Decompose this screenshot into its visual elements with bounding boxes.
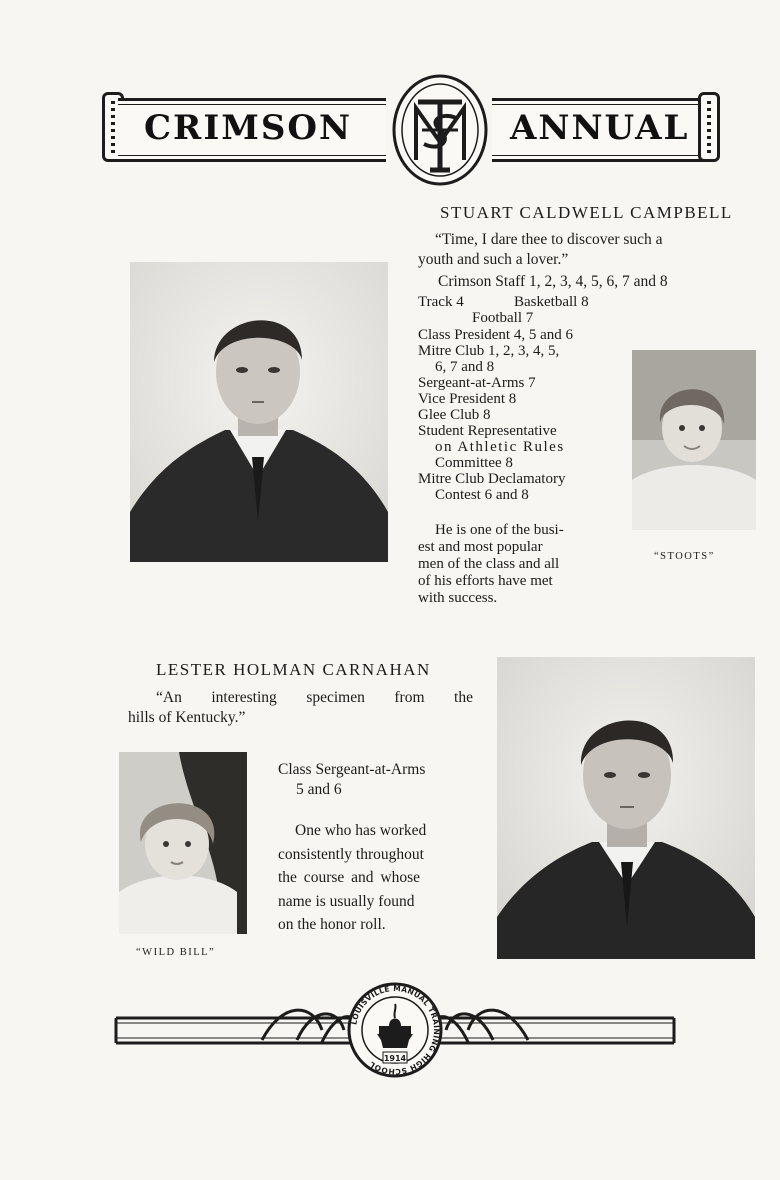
student-name-heading: LESTER HOLMAN CARNAHAN — [156, 660, 431, 679]
activity-line: Committee 8 — [435, 455, 513, 471]
activity-list — [418, 327, 573, 503]
bio-line: with success. — [418, 590, 498, 606]
student-quote — [418, 230, 762, 270]
bio-line: consistently throughout — [278, 845, 424, 863]
activity-line: Football 7 — [472, 310, 534, 326]
activity-line: Basketball 8 — [514, 294, 589, 310]
activity-line: Student Representative — [418, 423, 557, 439]
photo-caption-nickname: “STOOTS” — [654, 551, 715, 562]
mths-monogram-icon — [390, 72, 490, 188]
bio-line: He is one of the busi- — [435, 522, 564, 538]
childhood-photo — [632, 350, 756, 530]
activity-line: Crimson Staff 1, 2, 3, 4, 5, 6, 7 and 8 — [438, 273, 668, 290]
activity-line: on Athletic Rules — [435, 439, 565, 455]
activity-line: 6, 7 and 8 — [435, 359, 495, 375]
activity-line: 5 and 6 — [296, 781, 342, 798]
student-name-heading: STUART CALDWELL CAMPBELL — [440, 203, 733, 222]
quote-line: “An interesting specimen from the — [156, 689, 473, 706]
senior-portrait-photo — [130, 262, 388, 562]
student-bio — [278, 819, 426, 937]
bio-line: the course and whose — [278, 869, 420, 886]
bio-line: est and most popular — [418, 539, 543, 555]
page-header-banner — [100, 70, 720, 190]
activity-list — [278, 760, 425, 800]
bio-line: One who has worked — [295, 822, 427, 839]
activity-line: Sergeant-at-Arms 7 — [418, 375, 536, 391]
activity-line: Class Sergeant-at-Arms — [278, 761, 426, 778]
activity-line: Contest 6 and 8 — [435, 487, 529, 503]
bio-line: men of the class and all — [418, 556, 560, 572]
childhood-photo — [119, 752, 247, 934]
activity-line: Class President 4, 5 and 6 — [418, 327, 573, 343]
seal-year: 1914 — [383, 1054, 407, 1063]
activity-line: Glee Club 8 — [418, 407, 491, 423]
quote-line: hills of Kentucky.” — [128, 709, 246, 726]
school-seal-text — [349, 984, 441, 1076]
activity-line: Mitre Club Declamatory — [418, 471, 566, 487]
activity-line: Track 4 — [418, 294, 464, 310]
scroll-end-right — [698, 92, 720, 162]
bio-line: on the honor roll. — [278, 916, 386, 933]
quote-line: youth and such a lover.” — [418, 251, 569, 268]
header-title-left: CRIMSON — [144, 108, 353, 148]
photo-caption-nickname: “WILD BILL” — [136, 947, 216, 958]
student-bio — [418, 522, 564, 607]
activity-line: Vice President 8 — [418, 391, 517, 407]
quote-line: “Time, I dare thee to discover such a — [435, 231, 663, 248]
footer-ornament — [112, 982, 678, 1082]
bio-line: of his efforts have met — [418, 573, 553, 589]
bio-line: name is usually found — [278, 892, 415, 910]
activity-line: Mitre Club 1, 2, 3, 4, 5, — [418, 343, 560, 359]
senior-portrait-photo — [497, 657, 755, 959]
student-quote — [128, 688, 473, 728]
header-title-right: ANNUAL — [510, 108, 690, 148]
svg-text:LOUISVILLE MANUAL TRAINING HIG: LOUISVILLE MANUAL TRAINING HIGH SCHOOL — [349, 984, 441, 1076]
